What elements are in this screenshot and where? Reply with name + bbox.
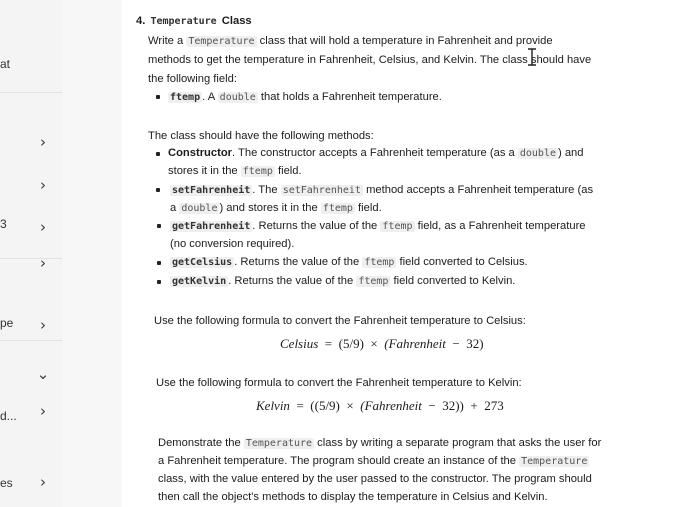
method-item-cont: a double ) and stores it in the ftemp field. [170,202,382,214]
problem-document [122,0,700,507]
sidebar-item-label: 3 [0,217,7,231]
sidebar-item-label: pe [0,316,14,330]
divider [0,340,62,341]
sidebar-item-label: d... [0,409,17,423]
chevron-right-icon[interactable]: › [40,473,46,491]
demo-line: a Fahrenheit temperature. The program should create an instance of the Temperature [158,455,588,467]
method-item: getKelvin . Returns the value of the ftemp field converted to Kelvin. [172,275,516,287]
celsius-intro: Use the following formula to convert the Fahrenheit temperature to Celsius: [154,315,526,327]
demo-line: class, with the value entered by the user passed to the constructor. The program should [158,473,592,485]
sidebar-item-label: es [0,476,13,490]
chevron-right-icon[interactable]: › [40,254,46,272]
celsius-formula: Celsius = (5/9) × (Fahrenheit − 32) [280,336,484,351]
divider [0,258,62,259]
chevron-right-icon[interactable]: › [40,218,46,236]
intro-line: methods to get the temperature in Fahrenheit, Celsius, and Kelvin. The class should have [148,54,592,66]
method-item: getFahrenheit . Returns the value of the ftemp field, as a Fahrenheit temperature [172,220,586,232]
method-item: setFahrenheit . The setFahrenheit method accepts a Fahrenheit temperature (as [172,184,594,196]
bullet [157,280,161,284]
field-item: ftemp . A double that holds a Fahrenheit temperature. [170,91,442,103]
kelvin-intro: Use the following formula to convert the Fahrenheit temperature to Kelvin: [156,377,522,389]
left-sidebar [0,0,62,507]
bullet [156,152,160,156]
sidebar-chevron-column [36,0,122,507]
chevron-right-icon[interactable]: › [40,402,46,420]
intro-line: Write a Temperature class that will hold a temperature in Fahrenheit and provide [148,35,553,47]
demo-line: Demonstrate the Temperature class by writing a separate program that asks the user for [158,437,602,449]
chevron-right-icon[interactable]: › [40,176,46,194]
chevron-right-icon[interactable]: › [40,133,46,151]
intro-line: the following field: [148,73,237,85]
bullet [156,95,160,99]
bullet [157,224,161,228]
method-item: getCelsius . Returns the value of the ftemp field converted to Celsius. [172,256,528,268]
chevron-right-icon[interactable]: › [40,316,46,334]
chevron-down-icon[interactable]: ⌄ [36,365,50,383]
divider [0,92,62,93]
kelvin-formula: Kelvin = ((5/9) × (Fahrenheit − 32)) + 273 [256,398,504,413]
method-item-cont: (no conversion required). [170,238,295,250]
method-item-cont: stores it in the ftemp field. [168,165,302,177]
demo-line: then call the object's methods to display the temperature in Celsius and Kelvin. [158,491,548,503]
methods-intro: The class should have the following methods: [148,130,374,142]
bullet [157,261,161,265]
method-item: Constructor. The constructor accepts a Fahrenheit temperature (as a double ) and [168,147,584,159]
bullet [156,188,160,192]
problem-title: 4. Temperature Class [136,15,252,27]
sidebar-item-label: at [0,57,11,71]
text-cursor-icon [526,48,538,66]
